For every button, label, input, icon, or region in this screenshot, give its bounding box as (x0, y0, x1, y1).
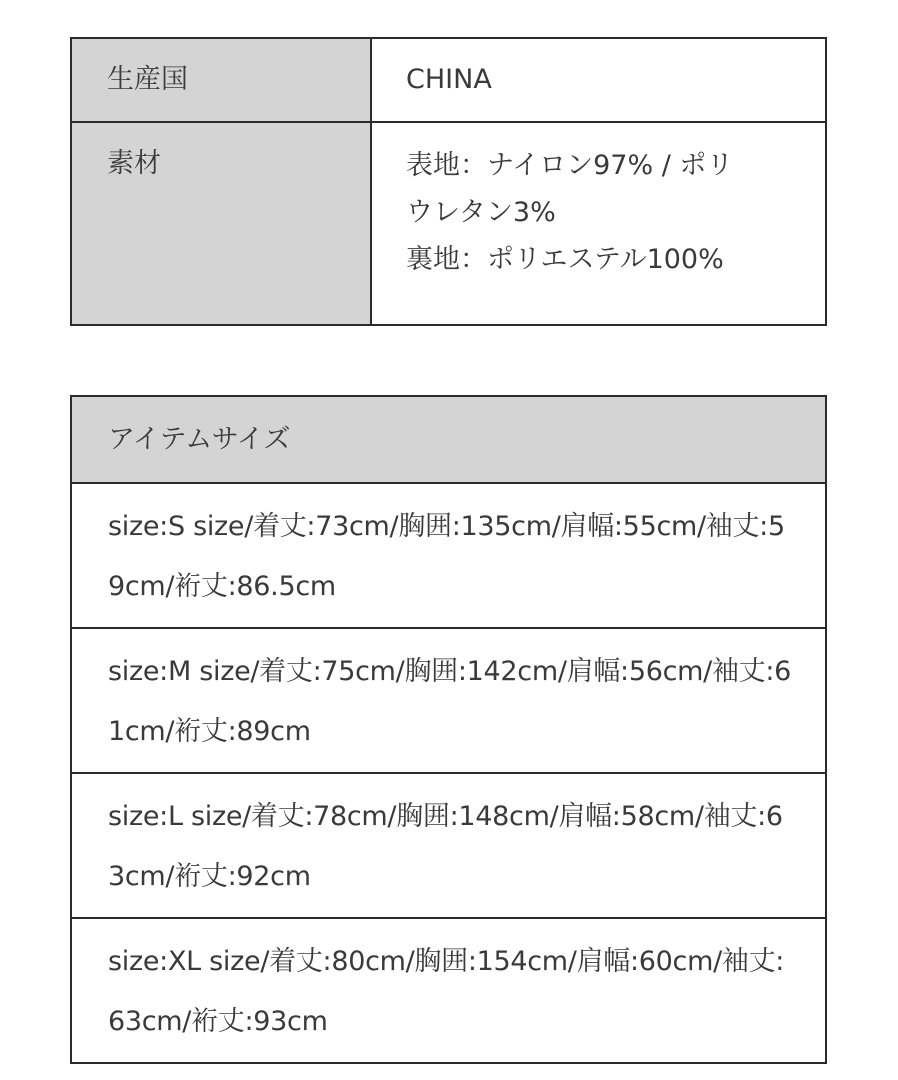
spec-row-country (71, 38, 826, 122)
material-line: ウレタン3% (406, 197, 556, 228)
size-row-m (71, 628, 826, 773)
country-label: 生産国 (107, 64, 188, 95)
size-row-s (71, 483, 826, 628)
material-line: 裏地：ポリエステル100% (406, 244, 724, 275)
size-header-row (71, 396, 826, 483)
spec-row-material (71, 122, 826, 325)
material-value-cell (371, 122, 826, 325)
size-cell (71, 918, 826, 1063)
material-line: 表地：ナイロン97% / ポリ (406, 150, 734, 181)
size-text-s: size:S size/着丈:73cm/胸囲:135cm/肩幅:55cm/袖丈:59cm/裄丈:86.5cm (108, 511, 785, 602)
material-label: 素材 (107, 148, 161, 179)
size-text-xl: size:XL size/着丈:80cm/胸囲:154cm/肩幅:60cm/袖丈:63cm/裄丈:93cm (108, 946, 785, 1037)
spec-table (70, 37, 827, 326)
size-row-l (71, 773, 826, 918)
country-value: CHINA (406, 64, 492, 95)
size-text-m: size:M size/着丈:75cm/胸囲:142cm/肩幅:56cm/袖丈:61cm/裄丈:89cm (108, 656, 792, 747)
material-label-cell (71, 122, 371, 325)
size-cell (71, 628, 826, 773)
country-value-cell (371, 38, 826, 122)
country-label-cell (71, 38, 371, 122)
size-table (70, 395, 827, 1064)
size-cell (71, 773, 826, 918)
size-header: アイテムサイズ (71, 396, 826, 483)
size-text-l: size:L size/着丈:78cm/胸囲:148cm/肩幅:58cm/袖丈:63cm/裄丈:92cm (108, 801, 783, 892)
size-cell (71, 483, 826, 628)
size-row-xl (71, 918, 826, 1063)
